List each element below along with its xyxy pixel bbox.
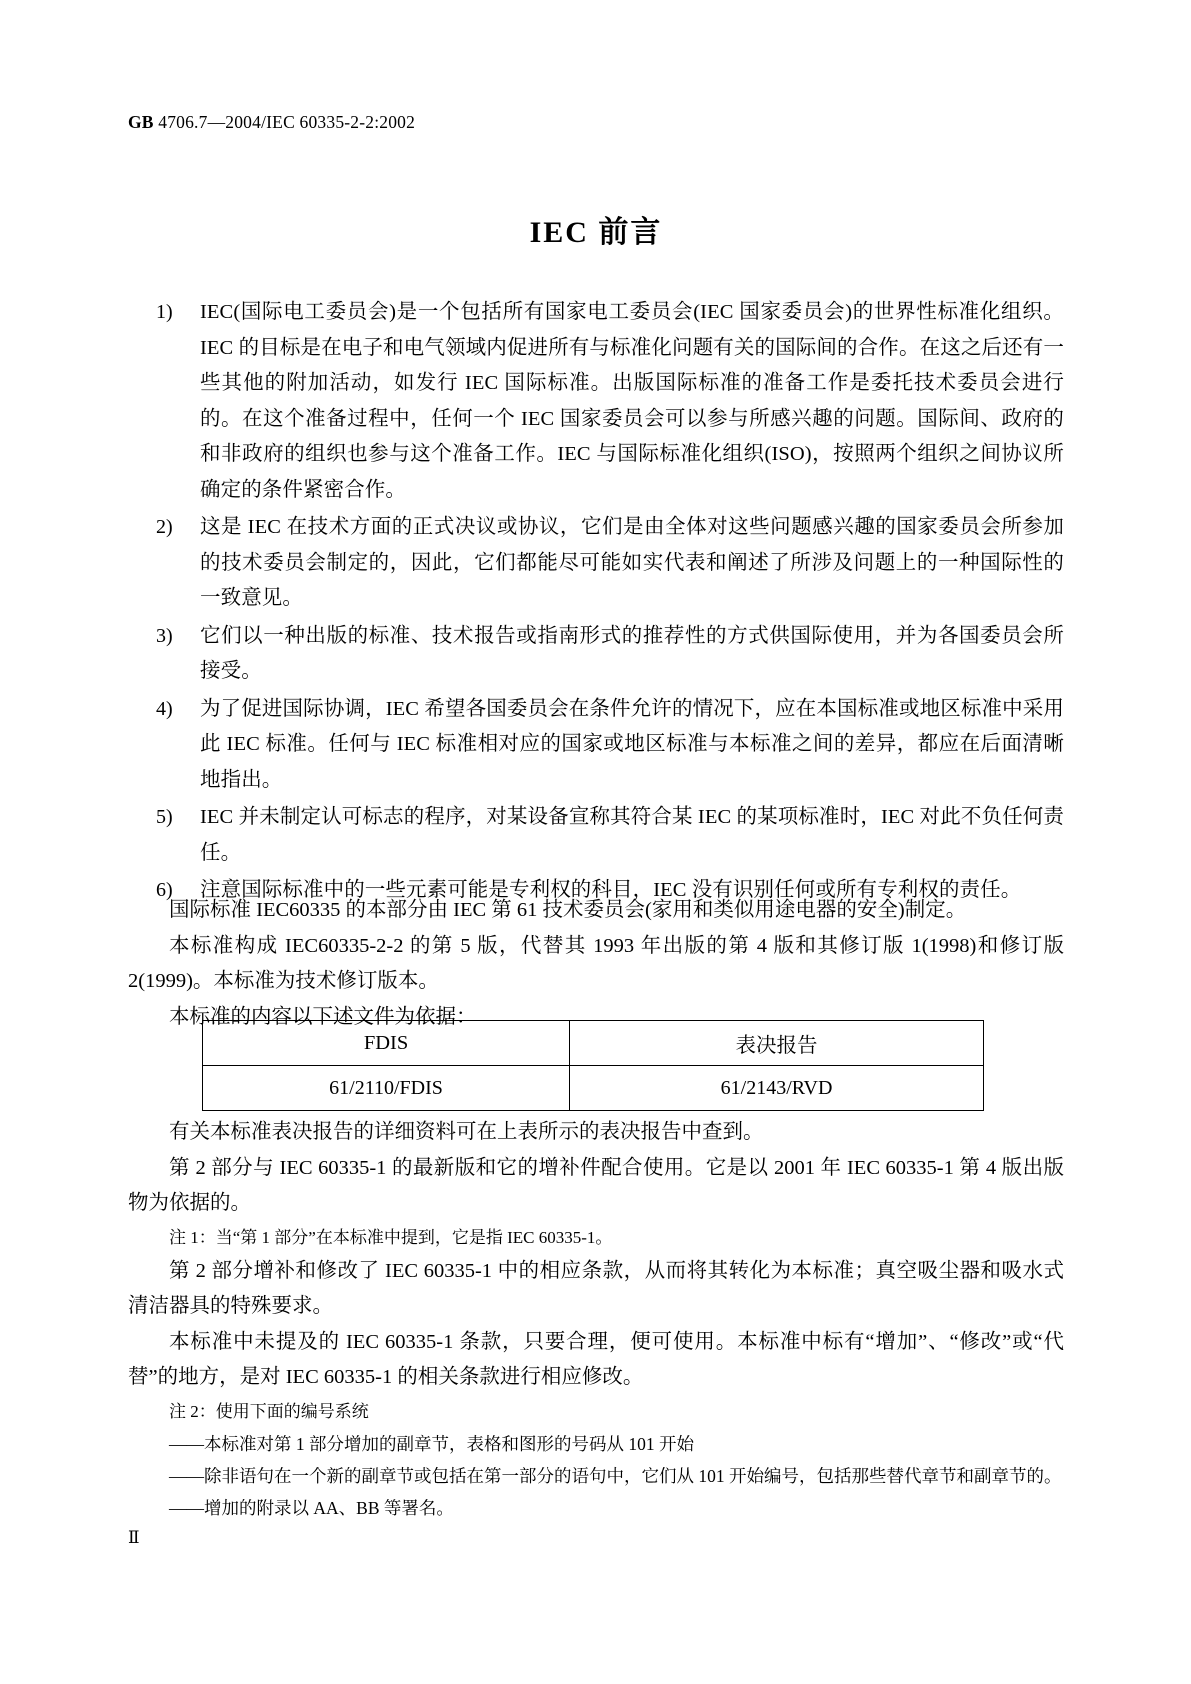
page-number: Ⅱ [128, 1528, 141, 1547]
fdis-table-wrapper [202, 1020, 984, 1111]
iec-foreword-list [128, 295, 1064, 911]
fdis-table [202, 1020, 984, 1111]
page-title: IEC 前言 [529, 216, 663, 249]
table-row [203, 1021, 984, 1066]
list-item [128, 619, 1064, 690]
list-item-marker: 4) [156, 697, 173, 720]
list-item [128, 510, 1064, 617]
paragraph: 国际标准 IEC60335 的本部分由 IEC 第 61 技术委员会(家用和类似用途电器的安全)制定。 [169, 899, 967, 921]
list-item-marker: 3) [156, 624, 173, 647]
table-header-fdis: FDIS [203, 1021, 570, 1066]
dash-item: ——本标准对第 1 部分增加的副章节，表格和图形的号码从 101 开始 [169, 1433, 694, 1454]
running-header-code-rest: 4706.7—2004/IEC 60335-2-2:2002 [153, 112, 416, 132]
list-item-text: 这是 IEC 在技术方面的正式决议或协议，它们是由全体对这些问题感兴趣的国家委员会所参加的技术委员会制定的，因此，它们都能尽可能如实代表和阐述了所涉及问题上的一种国际性的一致意见。 [200, 516, 1064, 609]
list-item-marker: 1) [156, 301, 173, 323]
dash-item: ——除非语句在一个新的副章节或包括在第一部分的语句中，它们从 101 开始编号，包括那些替代章节和副章节的。 [169, 1465, 1062, 1486]
table-cell-voting-report-value: 61/2143/RVD [570, 1066, 984, 1111]
note-2: 注 2：使用下面的编号系统 [169, 1401, 369, 1421]
dash-item: ——增加的附录以 AA、BB 等署名。 [169, 1497, 454, 1518]
list-item-marker: 2) [156, 516, 173, 538]
paragraph: 有关本标准表决报告的详细资料可在上表所示的表决报告中查到。 [169, 1121, 764, 1143]
paragraph: 本标准中未提及的 IEC 60335-1 条款，只要合理，便可使用。本标准中标有“增加”、“修改”或“代替”的地方，是对 IEC 60335-1 的相关条款进行相应修改。 [128, 1330, 1064, 1388]
list-item-text: 注意国际标准中的一些元素可能是专利权的科目，IEC 没有识别任何或所有专利权的责任。 [200, 879, 1022, 901]
list-item-marker: 6) [156, 879, 173, 901]
post-table-content [128, 1115, 1064, 1524]
table-header-voting-report: 表决报告 [570, 1021, 984, 1066]
pre-table-paragraphs [128, 893, 1064, 1035]
note-1: 注 1：当“第 1 部分”在本标准中提到，它是指 IEC 60335-1。 [169, 1227, 613, 1247]
list-item-marker: 5) [156, 806, 173, 828]
list-item [128, 692, 1064, 799]
page-content [128, 0, 1064, 1684]
running-header-code-bold: GB [128, 112, 154, 132]
list-item-text: 它们以一种出版的标准、技术报告或指南形式的推荐性的方式供国际使用，并为各国委员会所接受。 [200, 624, 1064, 682]
list-item [128, 295, 1064, 508]
running-header [128, 112, 415, 133]
list-item [128, 800, 1064, 871]
paragraph: 本标准的内容以下述文件为依据： [169, 1005, 477, 1028]
paragraph: 第 2 部分增补和修改了 IEC 60335-1 中的相应条款，从而将其转化为本标准；真空吸尘器和吸水式清洁器具的特殊要求。 [128, 1259, 1064, 1317]
list-item-text: IEC(国际电工委员会)是一个包括所有国家电工委员会(IEC 国家委员会)的世界性标准化组织。IEC 的目标是在电子和电气领域内促进所有与标准化问题有关的国际间的合作。在这之后还有一些其他的附加活动，如发行 IEC 国际标准。出版国际标准的准备工作是委托技术委员会进行的。在这个准备过程中，任何一个 IEC 国家委员会可以参与所感兴趣的问题。国际间、政府的和非政府的组织也参与这个准备工作。IEC 与国际标准化组织(ISO)，按照两个组织之间协议所确定的条件紧密合作。 [200, 301, 1064, 501]
list-item-text: IEC 并未制定认可标志的程序，对某设备宣称其符合某 IEC 的某项标准时，IEC 对此不负任何责任。 [200, 806, 1064, 864]
paragraph: 本标准构成 IEC60335-2-2 的第 5 版，代替其 1993 年出版的第 4 版和其修订版 1(1998)和修订版 2(1999)。本标准为技术修订版本。 [128, 934, 1064, 992]
list-item-text: 为了促进国际协调，IEC 希望各国委员会在条件允许的情况下，应在本国标准或地区标准中采用此 IEC 标准。任何与 IEC 标准相对应的国家或地区标准与本标准之间的差异，都应在后面清晰地指出。 [200, 697, 1064, 791]
table-cell-fdis-value: 61/2110/FDIS [203, 1066, 570, 1111]
paragraph: 第 2 部分与 IEC 60335-1 的最新版和它的增补件配合使用。它是以 2001 年 IEC 60335-1 第 4 版出版物为依据的。 [128, 1156, 1064, 1214]
table-row [203, 1066, 984, 1111]
